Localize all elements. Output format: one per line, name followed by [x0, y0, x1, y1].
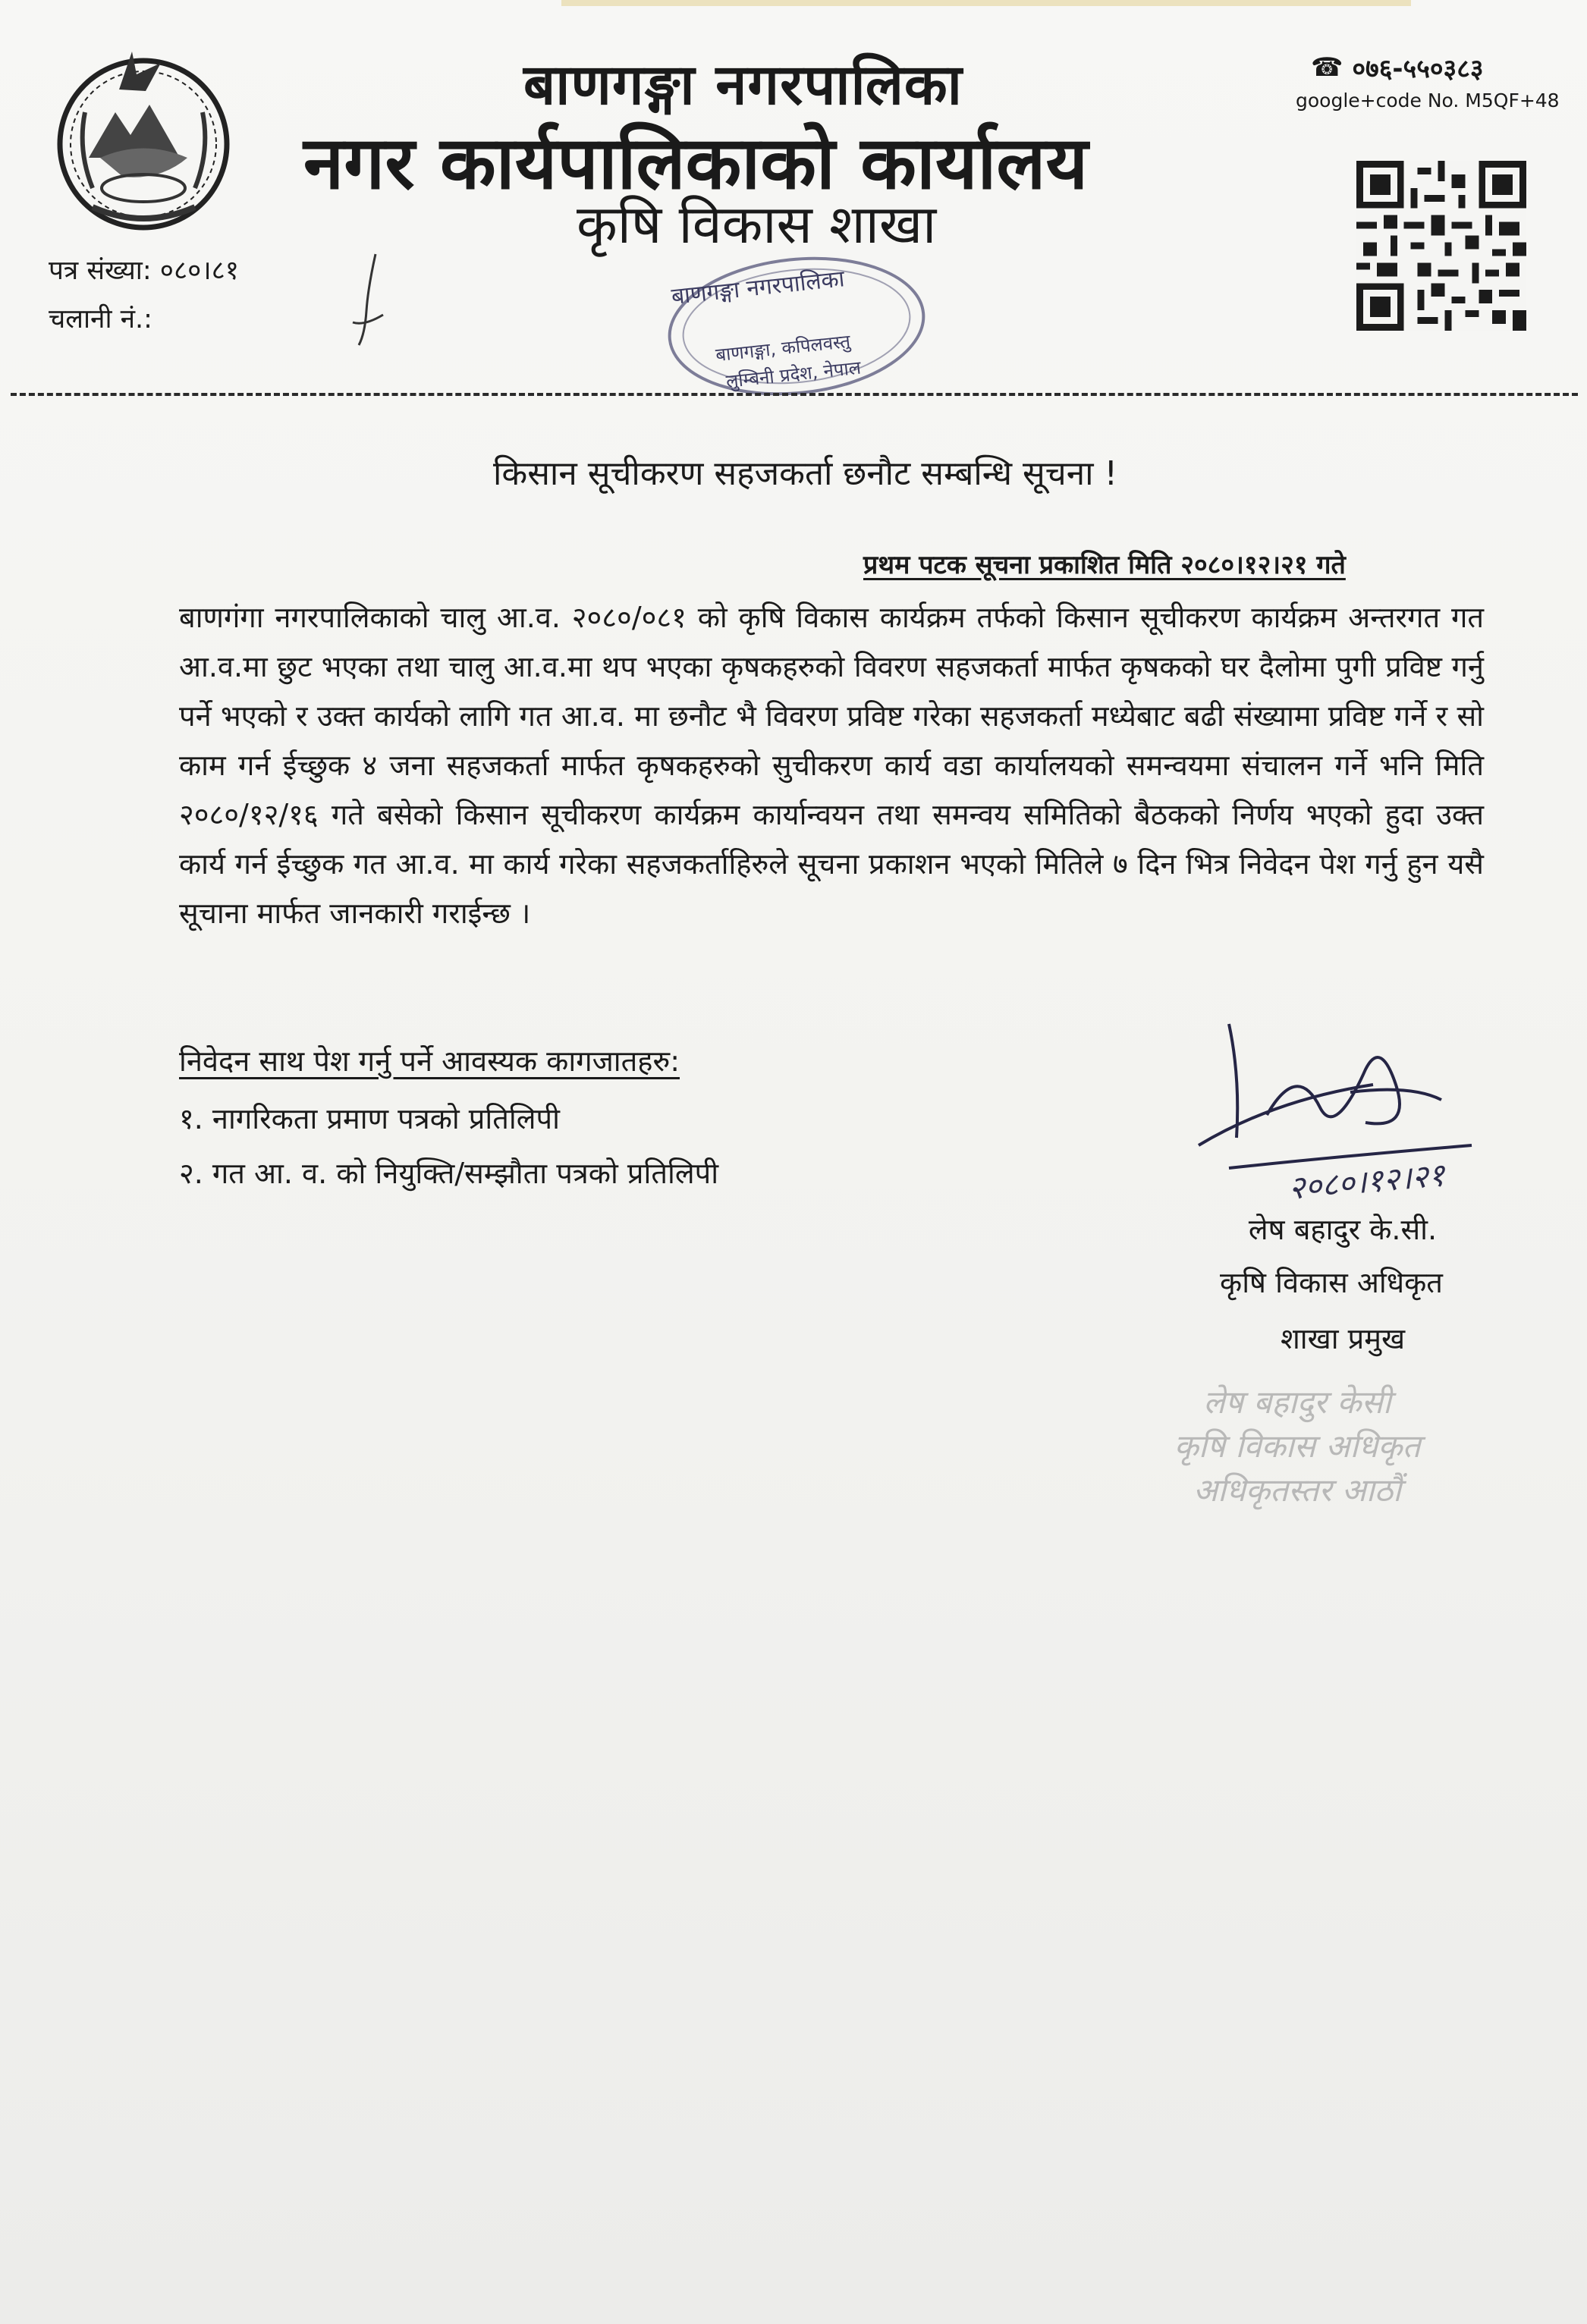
- notice-title: किसान सूचीकरण सहजकर्ता छनौट सम्बन्धि सूचना !: [493, 454, 1118, 493]
- faded-stamp-line-1: लेष बहादुर केसी: [1203, 1383, 1391, 1421]
- required-documents-heading: निवेदन साथ पेश गर्नु पर्ने आवस्यक कागजातहरु:: [179, 1044, 680, 1078]
- faded-stamp-line-3: अधिकृतस्तर आठौं: [1193, 1471, 1401, 1509]
- phone-number-text: ०७६-५५०३८३: [1352, 54, 1484, 84]
- faded-name-stamp: [1130, 1380, 1464, 1512]
- nepal-emblem-icon: [47, 44, 240, 237]
- stamp-text-3: बाणगङ्गा, कपिलवस्तु: [714, 330, 852, 366]
- scan-edge-strip: [561, 0, 1411, 6]
- plus-code: google+code No. M5QF+48: [1296, 90, 1560, 111]
- signatory-name: लेष बहादुर के.सी.: [1248, 1213, 1438, 1246]
- office-stamp: [653, 237, 941, 416]
- letter-reference-number: पत्र संख्या: ०८०।८१: [49, 256, 240, 286]
- stamp-text-2: लुम्बिनी प्रदेश, नेपाल: [724, 356, 863, 393]
- stamp-text-1: बाणगङ्गा नगरपालिका: [670, 265, 846, 310]
- signatory-role: शाखा प्रमुख: [1280, 1322, 1406, 1355]
- signatory-title: कृषि विकास अधिकृत: [1220, 1266, 1443, 1299]
- notice-body: बाणगंगा नगरपालिकाको चालु आ.व. २०८०/०८१ को कृषि विकास कार्यक्रम तर्फको किसान सूचीकरण कार्यक्रम अन्तरगत गत आ.व.मा छुट भएका तथा चालु आ.व.मा थप भएका कृषकहरुको विवरण सहजकर्ता मार्फत कृषकको घर दैलोमा पुगी प्रविष्ट गर्नु पर्ने भएको र उक्त कार्यको लागि गत आ.व. मा छनौट भै विवरण प्रविष्ट गरेका सहजकर्ता मध्येबाट बढी संख्यामा प्रविष्ट गर्ने र सो काम गर्न ईच्छुक ४ जना सहजकर्ता मार्फत कृषकहरुको सुचीकरण कार्य वडा कार्यालयको समन्वयमा संचालन गर्ने भनि मिति २०८०/१२/१६ गते बसेको किसान सूचीकरण कार्यक्रम कार्यान्वयन तथा समन्वय समितिको बैठकको निर्णय भएको हुदा उक्त कार्य गर्न ईच्छुक गत आ.व. मा कार्य गरेका सहजकर्ताहिरुले सूचना प्रकाशन भएको मितिले ७ दिन भित्र निवेदन पेश गर्नु हुन यसै सूचाना मार्फत जानकारी गराईन्छ ।: [179, 601, 1484, 930]
- signature-date: २०८०।१२।२१: [1287, 1156, 1447, 1207]
- stamp-border-icon: [653, 237, 941, 416]
- required-document-item: २. गत आ. व. को नियुक्ति/सम्झौता पत्रको प्रतिलिपी: [179, 1157, 719, 1190]
- dispatch-number: चलानी नं.:: [49, 304, 152, 334]
- handwritten-mark-icon: [345, 250, 391, 349]
- required-document-item: १. नागरिकता प्रमाण पत्रको प्रतिलिपी: [179, 1102, 560, 1135]
- phone-icon: ☎: [1311, 52, 1343, 83]
- faded-stamp-line-2: कृषि विकास अधिकृत: [1174, 1427, 1421, 1465]
- published-date: प्रथम पटक सूचना प्रकाशित मिति २०८०।१२।२१ गते: [863, 550, 1346, 580]
- header-divider: [11, 393, 1578, 396]
- municipality-name: बाणगङ्गा नगरपालिका: [523, 52, 963, 118]
- qr-code-icon: [1350, 161, 1532, 331]
- office-name: नगर कार्यपालिकाको कार्यालय: [303, 121, 1089, 206]
- phone-number: [1311, 50, 1484, 85]
- branch-name: कृषि विकास शाखा: [577, 193, 937, 256]
